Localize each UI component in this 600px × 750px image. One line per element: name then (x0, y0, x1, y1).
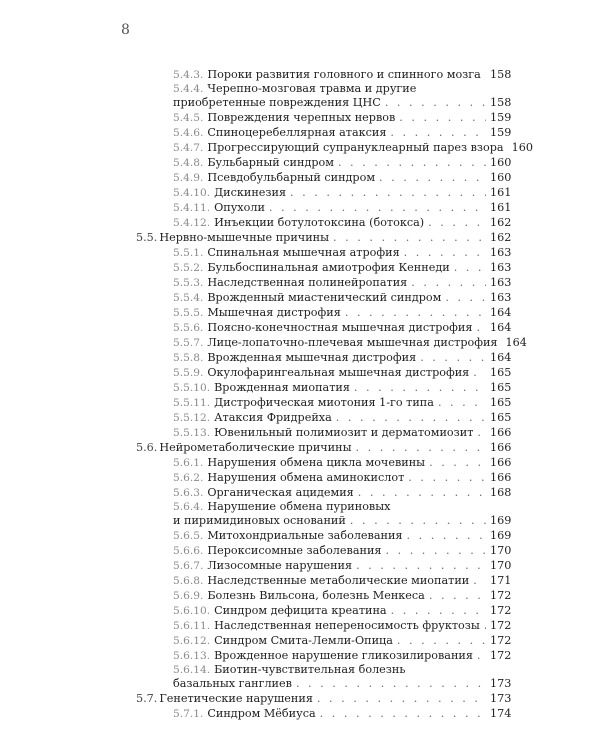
toc-entry (136, 335, 527, 350)
section-number: 5.4.8. (173, 157, 204, 169)
section-number: 5.6.8. (173, 575, 204, 587)
toc-entry (136, 290, 510, 305)
section-number: 5.5.13. (173, 427, 211, 439)
toc-entry (136, 648, 510, 663)
section-number: 5.5.7. (173, 337, 204, 349)
toc-entry (136, 485, 510, 500)
toc-entry (136, 200, 510, 215)
section-number: 5.5.3. (173, 277, 204, 289)
section-title: Врожденное нарушение гликозилирования (214, 649, 473, 662)
section-title-continuation: приобретенные повреждения ЦНС (173, 96, 381, 109)
section-number: 5.6.4. (173, 501, 204, 513)
section-number: 5.6.14. (173, 664, 211, 676)
section-number: 5.5. (136, 231, 158, 244)
page-ref: 165 (490, 381, 512, 394)
toc-entry (136, 170, 510, 185)
page-ref: 162 (490, 216, 512, 229)
dot-leader (429, 455, 486, 470)
toc-entry (136, 558, 510, 573)
toc-entry (136, 245, 510, 260)
section-title: Болезнь Вильсона, болезнь Менкеса (207, 589, 425, 602)
toc-entry (136, 603, 510, 618)
toc-entry (136, 706, 510, 721)
toc-entry (136, 380, 510, 395)
section-title: Псевдобульбарный синдром (207, 171, 376, 184)
section-title: Инъекции ботулотоксина (ботокса) (214, 216, 425, 229)
section-number: 5.6. (136, 441, 158, 454)
section-number: 5.6.7. (173, 560, 204, 572)
toc-entry (136, 125, 510, 140)
page-ref: 170 (490, 544, 512, 557)
dot-leader (385, 543, 486, 558)
page-ref: 172 (490, 619, 512, 632)
toc-entry (136, 528, 510, 543)
section-title: Биотин-чувствительная болезнь (214, 663, 406, 676)
page-ref: 173 (490, 692, 512, 705)
section-title: Опухоли (214, 201, 265, 214)
toc-entry (136, 618, 510, 633)
section-title: Наследственная непереносимость фруктозы (214, 619, 480, 632)
section-title: Нарушения обмена аминокислот (207, 471, 405, 484)
section-title: Пороки развития головного и спинного мозга (207, 68, 481, 81)
page-ref: 160 (490, 156, 512, 169)
toc-entry (136, 350, 510, 365)
section-number: 5.6.1. (173, 457, 204, 469)
section-number: 5.5.6. (173, 322, 204, 334)
dot-leader (476, 320, 486, 335)
toc-entry (136, 82, 510, 95)
section-number: 5.5.11. (173, 397, 211, 409)
section-title: Окулофарингеальная мышечная дистрофия (207, 366, 470, 379)
toc-entry (136, 470, 510, 485)
section-title: Органическая ацидемия (207, 486, 354, 499)
page-ref: 162 (490, 231, 512, 244)
section-title: Нарушения обмена цикла мочевины (207, 456, 426, 469)
page-number: 8 (121, 22, 130, 38)
page-ref: 173 (490, 677, 512, 690)
section-number: 5.4.5. (173, 112, 204, 124)
dot-leader (399, 110, 486, 125)
toc-entry (136, 230, 510, 245)
page-ref: 172 (490, 649, 512, 662)
section-title: Наследственные метаболические миопатии (207, 574, 470, 587)
dot-leader (358, 485, 486, 500)
section-title: Врожденная мышечная дистрофия (207, 351, 417, 364)
dot-leader (390, 125, 486, 140)
section-number: 5.5.9. (173, 367, 204, 379)
dot-leader (477, 648, 486, 663)
page-ref: 164 (505, 336, 527, 349)
toc-entry (136, 155, 510, 170)
toc-entry (136, 440, 510, 455)
dot-leader (420, 350, 486, 365)
page-ref: 163 (490, 276, 512, 289)
page-ref: 174 (490, 707, 512, 720)
dot-leader (317, 691, 486, 706)
dot-leader (473, 573, 486, 588)
section-title: Наследственная полинейропатия (207, 276, 408, 289)
section-title: Спиноцеребеллярная атаксия (207, 126, 387, 139)
section-number: 5.4.7. (173, 142, 204, 154)
section-number: 5.6.11. (173, 620, 211, 632)
toc-entry-continuation (136, 513, 510, 528)
toc-entry (136, 633, 510, 648)
section-title: Синдром Смита-Лемли-Опица (214, 634, 393, 647)
page-ref: 163 (490, 291, 512, 304)
dot-leader (338, 155, 486, 170)
toc-entry (136, 110, 510, 125)
dot-leader (473, 365, 486, 380)
section-title: Митохондриальные заболевания (207, 529, 403, 542)
section-number: 5.5.10. (173, 382, 211, 394)
section-title: Ювенильный полимиозит и дерматомиозит (214, 426, 474, 439)
toc-entry (136, 410, 510, 425)
section-title: Врожденный миастенический синдром (207, 291, 442, 304)
section-title: Синдром Мёбиуса (207, 707, 316, 720)
page-ref: 159 (490, 126, 512, 139)
toc-entry (136, 543, 510, 558)
dot-leader (333, 230, 486, 245)
page-ref: 170 (490, 559, 512, 572)
page-ref: 160 (511, 141, 533, 154)
dot-leader (379, 170, 486, 185)
page-ref: 168 (490, 486, 512, 499)
toc-entry (136, 185, 510, 200)
page-ref: 164 (490, 351, 512, 364)
section-number: 5.4.11. (173, 202, 211, 214)
section-number: 5.4.3. (173, 69, 204, 81)
section-number: 5.5.8. (173, 352, 204, 364)
page-ref: 159 (490, 111, 512, 124)
section-title: Спинальная мышечная атрофия (207, 246, 400, 259)
toc-entry-continuation (136, 95, 510, 110)
section-title: Лице-лопаточно-плечевая мышечная дистрофия (207, 336, 498, 349)
section-title: Атаксия Фридрейха (214, 411, 332, 424)
section-title: Поясно-конечностная мышечная дистрофия (207, 321, 473, 334)
page-ref: 166 (490, 456, 512, 469)
page-ref: 166 (490, 471, 512, 484)
section-title: Врожденная миопатия (214, 381, 350, 394)
dot-leader (484, 618, 486, 633)
section-title: Генетические нарушения (159, 692, 313, 705)
page-ref: 165 (490, 411, 512, 424)
dot-leader (429, 588, 486, 603)
toc-entry (136, 425, 510, 440)
dot-leader (438, 395, 486, 410)
page-ref: 164 (490, 306, 512, 319)
page-ref: 163 (490, 246, 512, 259)
toc-entry (136, 140, 533, 155)
toc-entry (136, 305, 510, 320)
section-number: 5.6.6. (173, 545, 204, 557)
section-number: 5.6.12. (173, 635, 211, 647)
section-number: 5.4.6. (173, 127, 204, 139)
section-number: 5.7. (136, 692, 158, 705)
toc-entry (136, 320, 510, 335)
toc-entry-continuation (136, 676, 510, 691)
section-title: Дистрофическая миотония 1-го типа (214, 396, 434, 409)
section-title: Пероксисомные заболевания (207, 544, 382, 557)
page-ref: 161 (490, 186, 512, 199)
page-ref: 166 (490, 426, 512, 439)
dot-leader (404, 245, 486, 260)
dot-leader (336, 410, 486, 425)
page-ref: 172 (490, 604, 512, 617)
dot-leader (269, 200, 486, 215)
section-number: 5.4.10. (173, 187, 211, 199)
page-ref: 165 (490, 366, 512, 379)
dot-leader (354, 380, 486, 395)
dot-leader (320, 706, 486, 721)
page-ref: 163 (490, 261, 512, 274)
page-ref: 171 (490, 574, 512, 587)
section-number: 5.6.9. (173, 590, 204, 602)
dot-leader (345, 305, 486, 320)
section-number: 5.7.1. (173, 708, 204, 720)
section-title: Нейрометаболические причины (159, 441, 352, 454)
toc-entry (136, 588, 510, 603)
section-title: Лизосомные нарушения (207, 559, 353, 572)
section-number: 5.5.2. (173, 262, 204, 274)
section-title: Нарушение обмена пуриновых (207, 500, 391, 513)
page-ref: 172 (490, 589, 512, 602)
dot-leader (356, 558, 486, 573)
section-title: Дискинезия (214, 186, 287, 199)
toc-entry (136, 573, 510, 588)
toc-entry (136, 275, 510, 290)
section-title: Нервно-мышечные причины (159, 231, 330, 244)
page-ref: 164 (490, 321, 512, 334)
toc-entry (136, 215, 510, 230)
toc-entry (136, 260, 510, 275)
toc-entry (136, 663, 510, 676)
section-title: Бульбарный синдром (207, 156, 334, 169)
section-title: Черепно-мозговая травма и другие (207, 82, 417, 95)
section-title: Синдром дефицита креатина (214, 604, 387, 617)
section-title: Прогрессирующий супрануклеарный парез взора (207, 141, 504, 154)
section-title-continuation: базальных ганглиев (173, 677, 292, 690)
page-ref: 169 (490, 529, 512, 542)
toc-entry (136, 500, 510, 513)
dot-leader (445, 290, 486, 305)
dot-leader (296, 676, 486, 691)
toc-entry (136, 365, 510, 380)
dot-leader (477, 425, 486, 440)
section-number: 5.5.4. (173, 292, 204, 304)
section-title-continuation: и пиримидиновых оснований (173, 514, 346, 527)
section-number: 5.5.5. (173, 307, 204, 319)
dot-leader (397, 633, 486, 648)
toc-entry (136, 455, 510, 470)
table-of-contents (136, 67, 533, 721)
dot-leader (408, 470, 486, 485)
dot-leader (350, 513, 486, 528)
section-number: 5.5.12. (173, 412, 211, 424)
dot-leader (290, 185, 486, 200)
section-number: 5.4.4. (173, 83, 204, 95)
page-ref: 161 (490, 201, 512, 214)
section-number: 5.4.9. (173, 172, 204, 184)
page-ref: 158 (490, 96, 512, 109)
page-ref: 160 (490, 171, 512, 184)
dot-leader (385, 95, 486, 110)
toc-entry (136, 395, 510, 410)
section-number: 5.6.2. (173, 472, 204, 484)
page-ref: 158 (490, 68, 512, 81)
dot-leader (428, 215, 486, 230)
section-title: Бульбоспинальная амиотрофия Кеннеди (207, 261, 450, 274)
section-number: 5.6.10. (173, 605, 211, 617)
section-number: 5.6.3. (173, 487, 204, 499)
section-title: Мышечная дистрофия (207, 306, 341, 319)
dot-leader (411, 275, 486, 290)
dot-leader (454, 260, 486, 275)
page-ref: 166 (490, 441, 512, 454)
toc-entry (136, 691, 510, 706)
page-ref: 169 (490, 514, 512, 527)
dot-leader (407, 528, 487, 543)
page-ref: 165 (490, 396, 512, 409)
dot-leader (356, 440, 486, 455)
section-number: 5.5.1. (173, 247, 204, 259)
dot-leader (391, 603, 486, 618)
section-number: 5.6.13. (173, 650, 211, 662)
section-number: 5.6.5. (173, 530, 204, 542)
section-title: Повреждения черепных нервов (207, 111, 396, 124)
section-number: 5.4.12. (173, 217, 211, 229)
toc-entry (136, 67, 510, 82)
dot-leader (485, 67, 486, 82)
page-ref: 172 (490, 634, 512, 647)
